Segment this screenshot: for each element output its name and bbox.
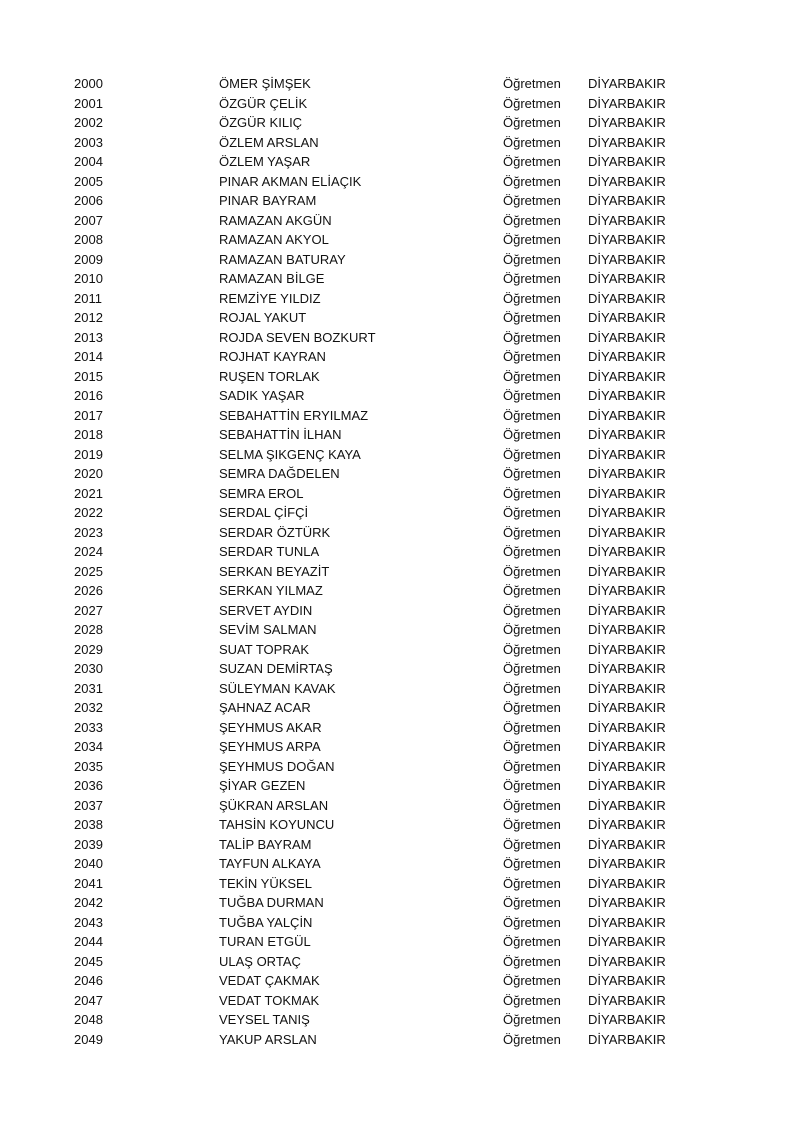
- job-title: Öğretmen: [503, 700, 561, 715]
- job-title: Öğretmen: [503, 719, 561, 735]
- city-name: DİYARBAKIR: [588, 1012, 666, 1027]
- job-title: Öğretmen: [503, 524, 561, 540]
- person-name: TURAN ETGÜL: [219, 934, 311, 949]
- job-title: Öğretmen: [503, 992, 561, 1008]
- person-name: ULAŞ ORTAÇ: [219, 953, 301, 969]
- person-name: SEBAHATTİN ERYILMAZ: [219, 407, 369, 423]
- list-row: [0, 523, 800, 543]
- job-title: Öğretmen: [503, 466, 561, 481]
- list-row: [0, 386, 800, 406]
- city-name: DİYARBAKIR: [588, 427, 666, 442]
- list-row: [0, 874, 800, 894]
- city-name: DİYARBAKIR: [588, 544, 666, 559]
- job-title: Öğretmen: [503, 427, 561, 442]
- row-number: 2027: [74, 602, 103, 618]
- city-name: DİYARBAKIR: [588, 310, 666, 325]
- person-name: ÖZLEM YAŞAR: [219, 154, 311, 169]
- row-number: 2031: [74, 680, 103, 696]
- list-row: [0, 854, 800, 874]
- list-row: [0, 893, 800, 913]
- city-name: DİYARBAKIR: [588, 992, 666, 1008]
- city-name: DİYARBAKIR: [588, 251, 666, 267]
- person-name: TUĞBA YALÇİN: [219, 914, 313, 930]
- row-number: 2035: [74, 758, 103, 774]
- person-name: ÖMER ŞİMŞEK: [219, 76, 311, 91]
- person-name: ŞİYAR GEZEN: [219, 778, 306, 793]
- job-title: Öğretmen: [503, 797, 561, 813]
- person-name: RAMAZAN BİLGE: [219, 271, 325, 286]
- row-number: 2008: [74, 232, 103, 247]
- city-name: DİYARBAKIR: [588, 739, 666, 754]
- list-row: [0, 211, 800, 231]
- person-name: RAMAZAN AKYOL: [219, 232, 329, 247]
- person-name: VEDAT TOKMAK: [219, 992, 320, 1008]
- person-name: TEKİN YÜKSEL: [219, 875, 312, 891]
- list-row: [0, 250, 800, 270]
- row-number: 2010: [74, 271, 103, 286]
- row-number: 2048: [74, 1012, 103, 1027]
- city-name: DİYARBAKIR: [588, 95, 666, 111]
- person-name: SUZAN DEMİRTAŞ: [219, 661, 333, 676]
- job-title: Öğretmen: [503, 641, 561, 657]
- person-name: TAHSİN KOYUNCU: [219, 817, 335, 832]
- list-row: [0, 347, 800, 367]
- city-name: DİYARBAKIR: [588, 290, 666, 306]
- list-row: [0, 74, 800, 94]
- city-name: DİYARBAKIR: [588, 407, 666, 423]
- person-name: ŞAHNAZ ACAR: [219, 700, 311, 715]
- person-name: PINAR BAYRAM: [219, 193, 317, 208]
- city-name: DİYARBAKIR: [588, 173, 666, 189]
- job-title: Öğretmen: [503, 739, 561, 754]
- list-row: [0, 230, 800, 250]
- city-name: DİYARBAKIR: [588, 446, 666, 462]
- city-name: DİYARBAKIR: [588, 700, 666, 715]
- person-name: PINAR AKMAN ELİAÇIK: [219, 173, 362, 189]
- row-number: 2041: [74, 875, 103, 891]
- city-name: DİYARBAKIR: [588, 719, 666, 735]
- row-number: 2024: [74, 544, 103, 559]
- list-row: [0, 913, 800, 933]
- city-name: DİYARBAKIR: [588, 154, 666, 169]
- row-number: 2015: [74, 368, 103, 384]
- row-number: 2012: [74, 310, 103, 325]
- list-row: [0, 952, 800, 972]
- job-title: Öğretmen: [503, 232, 561, 247]
- row-number: 2043: [74, 914, 103, 930]
- list-row: [0, 269, 800, 289]
- row-number: 2002: [74, 115, 103, 130]
- city-name: DİYARBAKIR: [588, 583, 666, 598]
- city-name: DİYARBAKIR: [588, 641, 666, 657]
- person-name: ŞEYHMUS DOĞAN: [219, 758, 335, 774]
- list-row: [0, 757, 800, 777]
- city-name: DİYARBAKIR: [588, 485, 666, 501]
- person-name: SERDAR TUNLA: [219, 544, 320, 559]
- row-number: 2007: [74, 212, 103, 228]
- row-number: 2013: [74, 329, 103, 345]
- person-name: SEVİM SALMAN: [219, 622, 317, 637]
- city-name: DİYARBAKIR: [588, 232, 666, 247]
- list-row: [0, 191, 800, 211]
- row-number: 2046: [74, 973, 103, 988]
- city-name: DİYARBAKIR: [588, 466, 666, 481]
- list-row: [0, 464, 800, 484]
- person-name: ÖZGÜR ÇELİK: [219, 95, 308, 111]
- job-title: Öğretmen: [503, 193, 561, 208]
- list-row: [0, 659, 800, 679]
- row-number: 2011: [74, 290, 102, 306]
- row-number: 2042: [74, 895, 103, 910]
- list-row: [0, 776, 800, 796]
- job-title: Öğretmen: [503, 973, 561, 988]
- list-row: [0, 308, 800, 328]
- list-row: [0, 406, 800, 426]
- city-name: DİYARBAKIR: [588, 563, 666, 579]
- person-name: RAMAZAN BATURAY: [219, 251, 346, 267]
- city-name: DİYARBAKIR: [588, 622, 666, 637]
- job-title: Öğretmen: [503, 563, 561, 579]
- person-name: SERKAN BEYAZİT: [219, 563, 330, 579]
- job-title: Öğretmen: [503, 115, 561, 130]
- row-number: 2003: [74, 134, 103, 150]
- job-title: Öğretmen: [503, 329, 561, 345]
- row-number: 2026: [74, 583, 103, 598]
- job-title: Öğretmen: [503, 446, 561, 462]
- city-name: DİYARBAKIR: [588, 505, 666, 520]
- row-number: 2049: [74, 1031, 103, 1047]
- row-number: 2036: [74, 778, 103, 793]
- person-name: TAYFUN ALKAYA: [219, 856, 321, 871]
- list-row: [0, 152, 800, 172]
- job-title: Öğretmen: [503, 758, 561, 774]
- row-number: 2039: [74, 836, 103, 852]
- city-name: DİYARBAKIR: [588, 524, 666, 540]
- list-row: [0, 796, 800, 816]
- job-title: Öğretmen: [503, 680, 561, 696]
- list-row: [0, 172, 800, 192]
- row-number: 2030: [74, 661, 103, 676]
- person-name: ŞÜKRAN ARSLAN: [219, 797, 329, 813]
- city-name: DİYARBAKIR: [588, 934, 666, 949]
- list-row: [0, 991, 800, 1011]
- person-name: ROJAL YAKUT: [219, 310, 307, 325]
- job-title: Öğretmen: [503, 388, 561, 403]
- person-name: SÜLEYMAN KAVAK: [219, 680, 336, 696]
- list-row: [0, 113, 800, 133]
- city-name: DİYARBAKIR: [588, 115, 666, 130]
- person-name: ŞEYHMUS ARPA: [219, 739, 321, 754]
- list-row: [0, 718, 800, 738]
- row-number: 2001: [74, 95, 103, 111]
- person-name: SEMRA DAĞDELEN: [219, 466, 340, 481]
- job-title: Öğretmen: [503, 778, 561, 793]
- list-row: [0, 971, 800, 991]
- city-name: DİYARBAKIR: [588, 76, 666, 91]
- job-title: Öğretmen: [503, 134, 561, 150]
- list-row: [0, 503, 800, 523]
- row-number: 2021: [74, 485, 103, 501]
- list-row: [0, 445, 800, 465]
- job-title: Öğretmen: [503, 544, 561, 559]
- person-name: ŞEYHMUS AKAR: [219, 719, 322, 735]
- person-name: REMZİYE YILDIZ: [219, 290, 321, 306]
- row-number: 2018: [74, 427, 103, 442]
- row-number: 2045: [74, 953, 103, 969]
- job-title: Öğretmen: [503, 310, 561, 325]
- list-row: [0, 815, 800, 835]
- job-title: Öğretmen: [503, 95, 561, 111]
- list-row: [0, 94, 800, 114]
- person-name: YAKUP ARSLAN: [219, 1031, 317, 1047]
- row-number: 2014: [74, 349, 103, 364]
- row-number: 2004: [74, 154, 103, 169]
- job-title: Öğretmen: [503, 505, 561, 520]
- row-number: 2044: [74, 934, 103, 949]
- job-title: Öğretmen: [503, 1031, 561, 1047]
- list-row: [0, 484, 800, 504]
- job-title: Öğretmen: [503, 251, 561, 267]
- list-row: [0, 1010, 800, 1030]
- row-number: 2016: [74, 388, 103, 403]
- person-name: ÖZLEM ARSLAN: [219, 134, 319, 150]
- person-name: TALİP BAYRAM: [219, 836, 312, 852]
- city-name: DİYARBAKIR: [588, 680, 666, 696]
- teacher-list: [0, 74, 800, 1049]
- row-number: 2005: [74, 173, 103, 189]
- person-name: SELMA ŞIKGENÇ KAYA: [219, 446, 361, 462]
- person-name: SERDAR ÖZTÜRK: [219, 524, 331, 540]
- city-name: DİYARBAKIR: [588, 271, 666, 286]
- person-name: TUĞBA DURMAN: [219, 895, 324, 910]
- person-name: RAMAZAN AKGÜN: [219, 212, 332, 228]
- city-name: DİYARBAKIR: [588, 914, 666, 930]
- list-row: [0, 737, 800, 757]
- city-name: DİYARBAKIR: [588, 193, 666, 208]
- row-number: 2038: [74, 817, 103, 832]
- person-name: ROJHAT KAYRAN: [219, 349, 326, 364]
- job-title: Öğretmen: [503, 895, 561, 910]
- city-name: DİYARBAKIR: [588, 134, 666, 150]
- person-name: SADIK YAŞAR: [219, 388, 305, 403]
- list-row: [0, 542, 800, 562]
- row-number: 2006: [74, 193, 103, 208]
- person-name: ÖZGÜR KILIÇ: [219, 115, 303, 130]
- person-name: VEDAT ÇAKMAK: [219, 973, 320, 988]
- row-number: 2025: [74, 563, 103, 579]
- list-row: [0, 367, 800, 387]
- city-name: DİYARBAKIR: [588, 836, 666, 852]
- job-title: Öğretmen: [503, 914, 561, 930]
- job-title: Öğretmen: [503, 212, 561, 228]
- city-name: DİYARBAKIR: [588, 349, 666, 364]
- city-name: DİYARBAKIR: [588, 856, 666, 871]
- city-name: DİYARBAKIR: [588, 661, 666, 676]
- city-name: DİYARBAKIR: [588, 973, 666, 988]
- row-number: 2047: [74, 992, 103, 1008]
- city-name: DİYARBAKIR: [588, 388, 666, 403]
- job-title: Öğretmen: [503, 856, 561, 871]
- city-name: DİYARBAKIR: [588, 895, 666, 910]
- row-number: 2023: [74, 524, 103, 540]
- job-title: Öğretmen: [503, 934, 561, 949]
- list-row: [0, 581, 800, 601]
- row-number: 2028: [74, 622, 103, 637]
- city-name: DİYARBAKIR: [588, 329, 666, 345]
- row-number: 2032: [74, 700, 103, 715]
- person-name: SERVET AYDIN: [219, 602, 313, 618]
- job-title: Öğretmen: [503, 622, 561, 637]
- job-title: Öğretmen: [503, 602, 561, 618]
- person-name: RUŞEN TORLAK: [219, 368, 320, 384]
- list-row: [0, 425, 800, 445]
- list-row: [0, 1030, 800, 1050]
- person-name: SUAT TOPRAK: [219, 641, 310, 657]
- job-title: Öğretmen: [503, 661, 561, 676]
- person-name: SERDAL ÇİFÇİ: [219, 505, 309, 520]
- list-row: [0, 932, 800, 952]
- row-number: 2020: [74, 466, 103, 481]
- row-number: 2017: [74, 407, 103, 423]
- job-title: Öğretmen: [503, 76, 561, 91]
- city-name: DİYARBAKIR: [588, 797, 666, 813]
- list-row: [0, 620, 800, 640]
- job-title: Öğretmen: [503, 349, 561, 364]
- row-number: 2029: [74, 641, 103, 657]
- job-title: Öğretmen: [503, 290, 561, 306]
- job-title: Öğretmen: [503, 271, 561, 286]
- row-number: 2034: [74, 739, 103, 754]
- job-title: Öğretmen: [503, 953, 561, 969]
- job-title: Öğretmen: [503, 1012, 561, 1027]
- person-name: VEYSEL TANIŞ: [219, 1012, 310, 1027]
- person-name: ROJDA SEVEN BOZKURT: [219, 329, 376, 345]
- job-title: Öğretmen: [503, 875, 561, 891]
- job-title: Öğretmen: [503, 154, 561, 169]
- list-row: [0, 133, 800, 153]
- person-name: SERKAN YILMAZ: [219, 583, 323, 598]
- row-number: 2009: [74, 251, 103, 267]
- city-name: DİYARBAKIR: [588, 817, 666, 832]
- list-row: [0, 289, 800, 309]
- job-title: Öğretmen: [503, 836, 561, 852]
- job-title: Öğretmen: [503, 407, 561, 423]
- city-name: DİYARBAKIR: [588, 368, 666, 384]
- list-row: [0, 698, 800, 718]
- job-title: Öğretmen: [503, 173, 561, 189]
- person-name: SEBAHATTİN İLHAN: [219, 427, 342, 442]
- row-number: 2033: [74, 719, 103, 735]
- row-number: 2000: [74, 76, 103, 91]
- list-row: [0, 328, 800, 348]
- row-number: 2040: [74, 856, 103, 871]
- row-number: 2019: [74, 446, 103, 462]
- city-name: DİYARBAKIR: [588, 1031, 666, 1047]
- city-name: DİYARBAKIR: [588, 758, 666, 774]
- list-row: [0, 640, 800, 660]
- job-title: Öğretmen: [503, 368, 561, 384]
- person-name: SEMRA EROL: [219, 485, 304, 501]
- list-row: [0, 601, 800, 621]
- city-name: DİYARBAKIR: [588, 212, 666, 228]
- row-number: 2037: [74, 797, 103, 813]
- list-row: [0, 562, 800, 582]
- list-row: [0, 835, 800, 855]
- city-name: DİYARBAKIR: [588, 778, 666, 793]
- job-title: Öğretmen: [503, 817, 561, 832]
- city-name: DİYARBAKIR: [588, 875, 666, 891]
- row-number: 2022: [74, 505, 103, 520]
- job-title: Öğretmen: [503, 485, 561, 501]
- city-name: DİYARBAKIR: [588, 953, 666, 969]
- list-row: [0, 679, 800, 699]
- city-name: DİYARBAKIR: [588, 602, 666, 618]
- job-title: Öğretmen: [503, 583, 561, 598]
